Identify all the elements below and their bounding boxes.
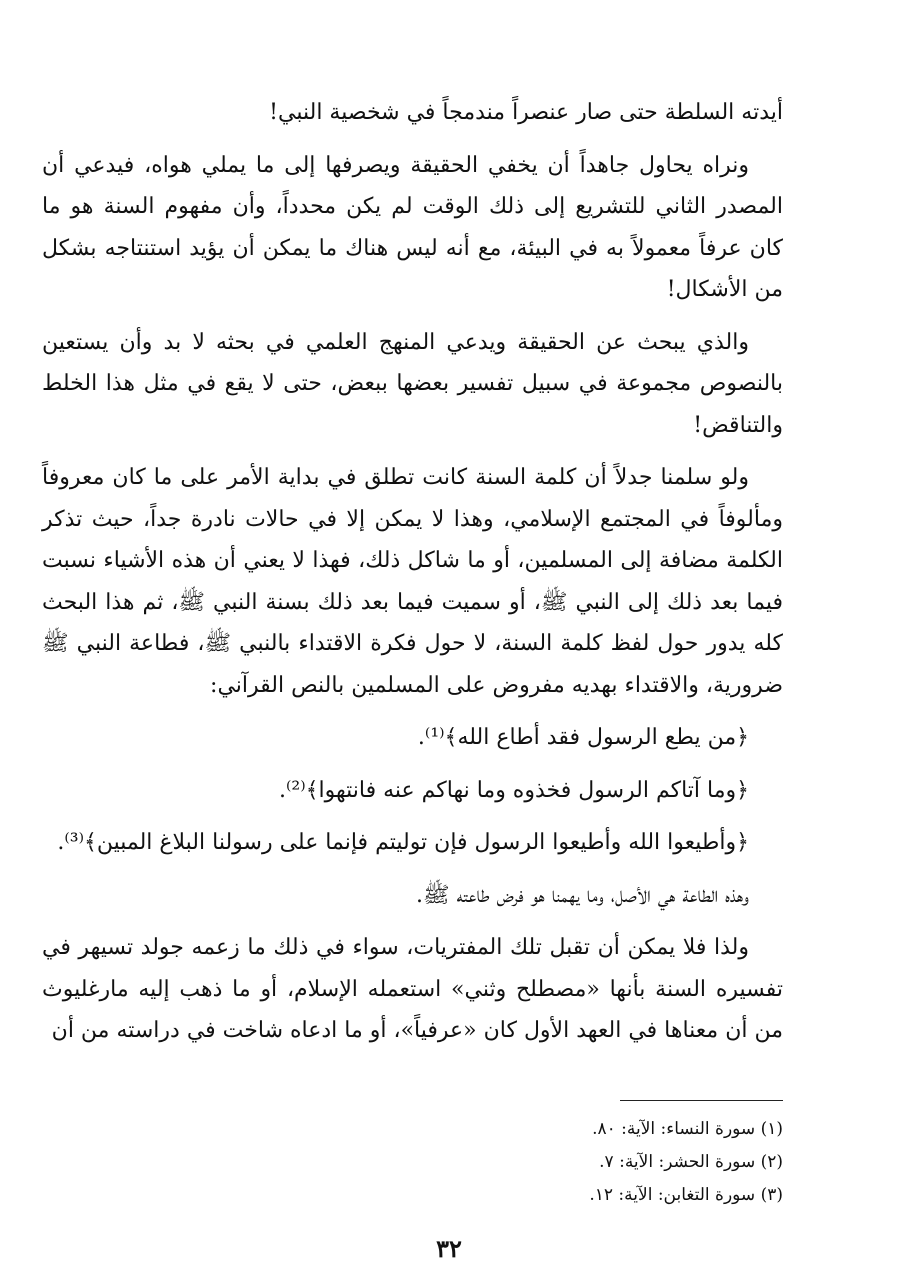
body-text: [42, 92, 783, 1063]
quran-quote-3: ﴿وأطيعوا الله وأطيعوا الرسول فإن توليتم فإنما على رسولنا البلاغ المبين﴾⁽³⁾.: [57, 830, 749, 855]
footnote-3: (٣) سورة التغابن: الآية: ١٢.: [589, 1185, 783, 1205]
paragraph-4: ولو سلمنا جدلاً أن كلمة السنة كانت تطلق في بداية الأمر على ما كان معروفاً ومألوفاً في المجتمع الإسلامي، وهذا لا يمكن إلا في حالات نادرة جداً، حيث تذكر الكلمة مضافة إلى المسلمين، أو ما شاكل ذلك، فهذا لا يعني أن هذه الأشياء نسبت فيما بعد ذلك إلى النبي ﷺ، أو سميت فيما بعد ذلك بسنة النبي ﷺ، ثم هذا البحث كله يدور حول لفظ كلمة السنة، لا حول فكرة الاقتداء بالنبي ﷺ، فطاعة النبي ﷺ ضرورية، والاقتداء بهديه مفروض على المسلمين بالنص القرآني:: [42, 465, 783, 698]
footnotes: [42, 1113, 783, 1212]
footnote-1: (١) سورة النساء: الآية: ٨٠.: [592, 1119, 783, 1139]
quran-quote-2: ﴿وما آتاكم الرسول فخذوه وما نهاكم عنه فانتهوا﴾⁽²⁾.: [278, 777, 749, 803]
paragraph-3: والذي يبحث عن الحقيقة ويدعي المنهج العلمي في بحثه لا بد وأن يستعين بالنصوص مجموعة في سبيل تفسير بعضها ببعض، حتى لا يقع في مثل هذا الخلط والتناقض!: [42, 329, 783, 438]
footnote-2: (٢) سورة الحشر: الآية: ٧.: [599, 1152, 783, 1172]
footnote-divider: [620, 1100, 783, 1101]
page-number: ٣٢: [436, 1234, 462, 1263]
paragraph-1: أيدته السلطة حتى صار عنصراً مندمجاً في شخصية النبي!: [269, 100, 783, 125]
paragraph-6: ولذا فلا يمكن أن تقبل تلك المفتريات، سواء في ذلك ما زعمه جولد تسيهر في تفسيره السنة بأنها «مصطلح وثني» استعمله الإسلام، أو ما ذهب إليه مارغليوث من أن معناها في العهد الأول كان «عرفياً»، أو ما ادعاه شاخت في دراسته من أن: [42, 935, 783, 1043]
paragraph-2: ونراه يحاول جاهداً أن يخفي الحقيقة ويصرفها إلى ما يملي هواه، فيدعي أن المصدر الثاني للتشريع إلى ذلك الوقت لم يكن محدداً، وأن مفهوم السنة هو ما كان عرفاً معمولاً به في البيئة، مع أنه ليس هناك ما يمكن أن يؤيد استنتاجه بشكل من الأشكال!: [42, 152, 783, 302]
quran-quote-1: ﴿من يطع الرسول فقد أطاع الله﴾⁽¹⁾.: [417, 725, 749, 750]
paragraph-5: وهذه الطاعة هي الأصل، وما يهمنا هو فرض طاعته ﷺ.: [416, 882, 749, 908]
